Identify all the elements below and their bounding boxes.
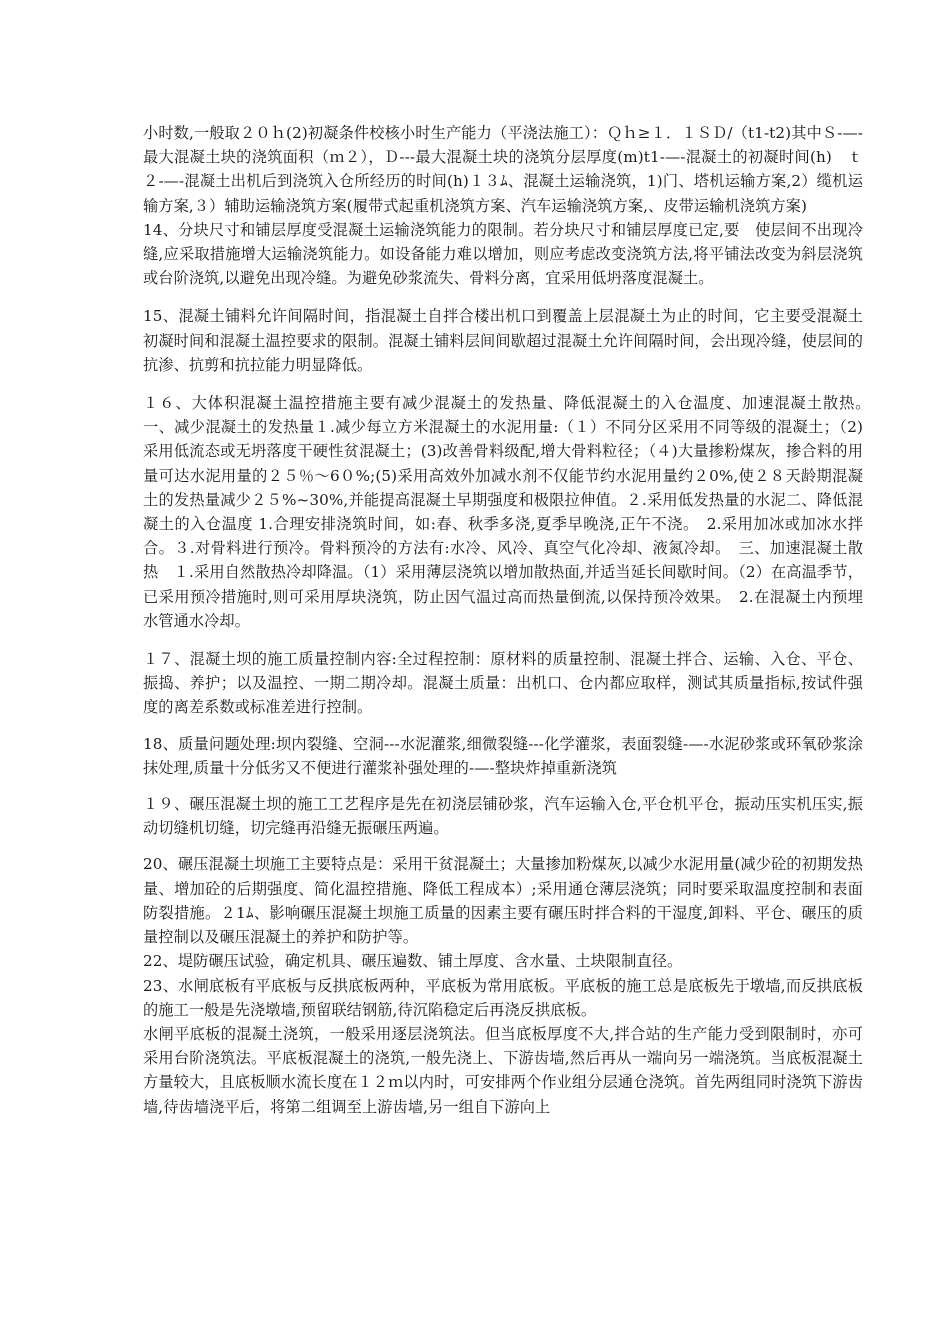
paragraph-18: 18、质量问题处理:坝内裂缝、空洞---水泥灌浆,细微裂缝---化学灌浆，表面裂缝-—-水泥砂浆或环氧砂浆涂抹处理,质量十分低劣又不便进行灌浆补强处理的-—-整块炸掉重新浇筑 [143, 734, 863, 777]
paragraph-22: 22、堤防碾压试验，确定机具、碾压遍数、铺土厚度、含水量、土块限制直径。 [143, 952, 683, 971]
paragraph-14: 14、分块尺寸和铺层厚度受混凝土运输浇筑能力的限制。若分块尺寸和铺层厚度已定,要 使层间不出现冷缝,应采取措施增大运输浇筑能力。如设备能力难以增加，则应考虑改变浇筑方法,将平铺法改变为斜层浇筑或台阶浇筑,以避免出现冷缝。为避免砂浆流失、骨料分离，宜采用低坍落度混凝土。 [143, 220, 863, 288]
paragraph-15: 15、混凝土铺料允许间隔时间，指混凝土自拌合楼出机口到覆盖上层混凝土为止的时间，它主要受混凝土初凝时间和混凝土温控要求的限制。混凝土铺料层间间歇超过混凝土允许间隔时间，会出现冷缝，使层间的抗渗、抗剪和抗拉能力明显降低。 [143, 307, 863, 374]
paragraph-16: １６、大体积混凝土温控措施主要有减少混凝土的发热量、降低混凝土的入仓温度、加速混凝土散热。 一、减少混凝土的发热量１.减少每立方米混凝土的水泥用量:（１）不同分区采用不同等级的混凝土；（2)采用低流态或无坍落度干硬性贫混凝土；(3)改善骨料级配,增大骨料粒径；（４)大量掺粉煤灰，掺合料的用量可达水泥用量的２５％～6０%;(5)采用高效外加减水剂不仅能节约水泥用量约２0%,使２８天龄期混凝土的发热量减少２５%~30%,并能提高混凝土早期强度和极限拉伸值。２.采用低发热量的水泥二、降低混凝土的入仓温度 1.合理安排浇筑时间，如:春、秋季多浇,夏季早晚浇,正午不浇。 2.采用加冰或加冰水拌合。３.对骨料进行预冷。骨料预冷的方法有:水冷、风冷、真空气化冷却、液氮冷却。 三、加速混凝土散热 １.采用自然散热冷却降温。（1）采用薄层浇筑以增加散热面,并适当延长间歇时间。（2）在高温季节，已采用预冷措施时,则可采用厚块浇筑，防止因气温过高而热量倒流,以保持预冷效果。 2.在混凝土内预埋水管通水冷却。 [143, 394, 879, 630]
paragraph-23: 23、水闸底板有平底板与反拱底板两种，平底板为常用底板。平底板的施工总是底板先于墩墙,而反拱底板的施工一般是先浇墩墙,预留联结钢筋,待沉陷稳定后再浇反拱底板。 [143, 976, 863, 1019]
paragraph-19: １９、碾压混凝土坝的施工工艺程序是先在初浇层铺砂浆，汽车运输入仓,平仓机平仓，振动压实机压实,振动切缝机切缝，切完缝再沿缝无振碾压两遍。 [143, 795, 863, 838]
document-body [143, 121, 879, 1119]
paragraph-17: １７、混凝土坝的施工质量控制内容:全过程控制：原材料的质量控制、混凝土拌合、运输、入仓、平仓、振捣、养护；以及温控、一期二期冷却。混凝土质量：出机口、仓内都应取样，测试其质量指标,按试件强度的离差系数或标准差进行控制。 [143, 650, 863, 717]
paragraph-13: 小时数,一般取２０ｈ(2)初凝条件校核小时生产能力（平浇法施工）：Ｑｈ≥１．１ＳＤ/（t1-t2)其中Ｓ-—-最大混凝土块的浇筑面积（ｍ２），Ｄ---最大混凝土块的浇筑分层厚度(m)t1-—-混凝土的初凝时间(h) ｔ２-—-混凝土出机后到浇筑入仓所经历的时间(h)１３ﾑ、混凝土运输浇筑，1)门、塔机运输方案,2）缆机运输方案,３）辅助运输浇筑方案(履带式起重机浇筑方案、汽车运输浇筑方案,、皮带运输机浇筑方案) [143, 124, 863, 215]
paragraph-23-continued: 水闸平底板的混凝土浇筑，一般采用逐层浇筑法。但当底板厚度不大,拌合站的生产能力受到限制时，亦可采用台阶浇筑法。平底板混凝土的浇筑,一般先浇上、下游齿墙,然后再从一端向另一端浇筑。当底板混凝土方量较大，且底板顺水流长度在１２ｍ以内时，可安排两个作业组分层通仓浇筑。首先两组同时浇筑下游齿墙,待齿墙浇平后，将第二组调至上游齿墙,另一组自下游向上 [143, 1024, 863, 1116]
paragraph-20: 20、碾压混凝土坝施工主要特点是：采用干贫混凝土；大量掺加粉煤灰,以减少水泥用量(减少砼的初期发热量、增加砼的后期强度、简化温控措施、降低工程成本）;采用通仓薄层浇筑；同时要采取温度控制和表面防裂措施。２1ﾑ、影响碾压混凝土坝施工质量的因素主要有碾压时拌合料的干湿度,卸料、平仓、碾压的质量控制以及碾压混凝土的养护和防护等。 [143, 855, 863, 947]
